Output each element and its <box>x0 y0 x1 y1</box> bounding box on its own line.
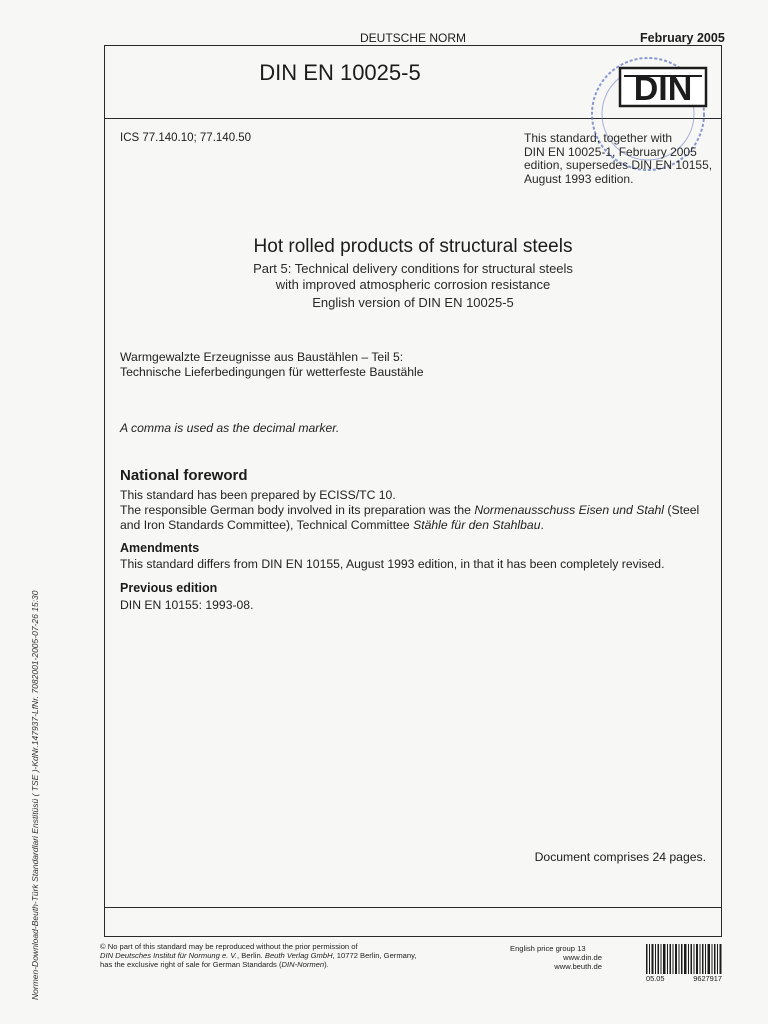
foreword-heading: National foreword <box>120 467 248 484</box>
foreword-p2-text: The responsible German body involved in its preparation was the <box>120 503 475 517</box>
foreword-p1: This standard has been prepared by ECISS/TC 10. <box>120 488 396 502</box>
previous-edition-heading: Previous edition <box>120 581 218 595</box>
price-and-urls <box>510 944 602 971</box>
german-title-line2: Technische Lieferbedingungen für wetterfeste Baustähle <box>120 365 424 379</box>
page-count-note: Document comprises 24 pages. <box>534 850 706 864</box>
url-beuth: www.beuth.de <box>554 962 602 971</box>
copyright-line1: © No part of this standard may be reproduced without the prior permission of <box>100 942 358 951</box>
copyright-line3 <box>100 960 500 969</box>
din-logo-text: DIN <box>633 70 693 108</box>
side-download-stamp: Normen-Download-Beuth-Türk Standardlari Enstitüsü ( TSE )-KdNr.147937-LfNr. 7082001-2005-07-26 15:30 <box>30 590 40 1000</box>
decimal-note: A comma is used as the decimal marker. <box>120 421 340 435</box>
supersedes-line: edition, supersedes DIN EN 10155, <box>524 158 713 172</box>
url-din: www.din.de <box>563 953 602 962</box>
foreword-p2-text: . <box>540 518 544 532</box>
category-label: DEUTSCHE NORM <box>360 31 467 45</box>
divider-bottom <box>104 907 722 908</box>
supersedes-note <box>524 132 720 186</box>
amendments-heading: Amendments <box>120 541 200 555</box>
supersedes-line: August 1993 edition. <box>524 171 634 186</box>
part-title-line2: with improved atmospheric corrosion resistance <box>275 277 551 292</box>
barcode-numbers <box>646 974 722 983</box>
foreword-p2 <box>120 503 716 533</box>
supersedes-line: DIN EN 10025-1, February 2005 <box>524 144 697 159</box>
copyright-line2 <box>100 951 500 960</box>
barcode-right-number: 9627917 <box>693 974 722 983</box>
previous-edition-text: DIN EN 10155: 1993-08. <box>120 598 254 612</box>
english-version: English version of DIN EN 10025-5 <box>312 295 514 310</box>
din-normen: DIN-Normen <box>281 960 325 969</box>
german-title <box>120 350 716 380</box>
copyright-notice <box>100 942 500 969</box>
copyright-text: , Berlin. <box>237 951 265 960</box>
publisher-name: Beuth Verlag GmbH <box>264 951 333 960</box>
copyright-text: has the exclusive right of sale for German Standards ( <box>100 960 282 969</box>
standard-number: DIN EN 10025-5 <box>259 60 421 85</box>
supersedes-line: This standard, together with <box>524 131 673 145</box>
amendments-text: This standard differs from DIN EN 10155, August 1993 edition, in that it has been completely revised. <box>120 557 665 571</box>
part-title-line1: Part 5: Technical delivery conditions for structural steels <box>253 261 573 276</box>
copyright-text: ). <box>324 960 329 969</box>
barcode <box>646 944 722 974</box>
foreword-p2-text: (Steel and Iron Standards Committee), Technical Committee <box>120 503 700 532</box>
german-title-line1: Warmgewalzte Erzeugnisse aus Baustählen – Teil 5: <box>120 350 404 364</box>
copyright-text: , 10772 Berlin, Germany, <box>332 951 417 960</box>
technical-committee-de: Stähle für den Stahlbau <box>413 518 541 532</box>
main-title: Hot rolled products of structural steels <box>253 236 573 257</box>
barcode-left-number: 05.05 <box>646 974 665 983</box>
price-group: English price group 13 <box>510 944 586 953</box>
din-institute-name: DIN Deutsches Institut für Normung e. V. <box>100 951 238 960</box>
ics-codes: ICS 77.140.10; 77.140.50 <box>120 132 252 144</box>
committee-name-de: Normenausschuss Eisen und Stahl <box>474 503 664 517</box>
publication-date: February 2005 <box>640 31 725 45</box>
